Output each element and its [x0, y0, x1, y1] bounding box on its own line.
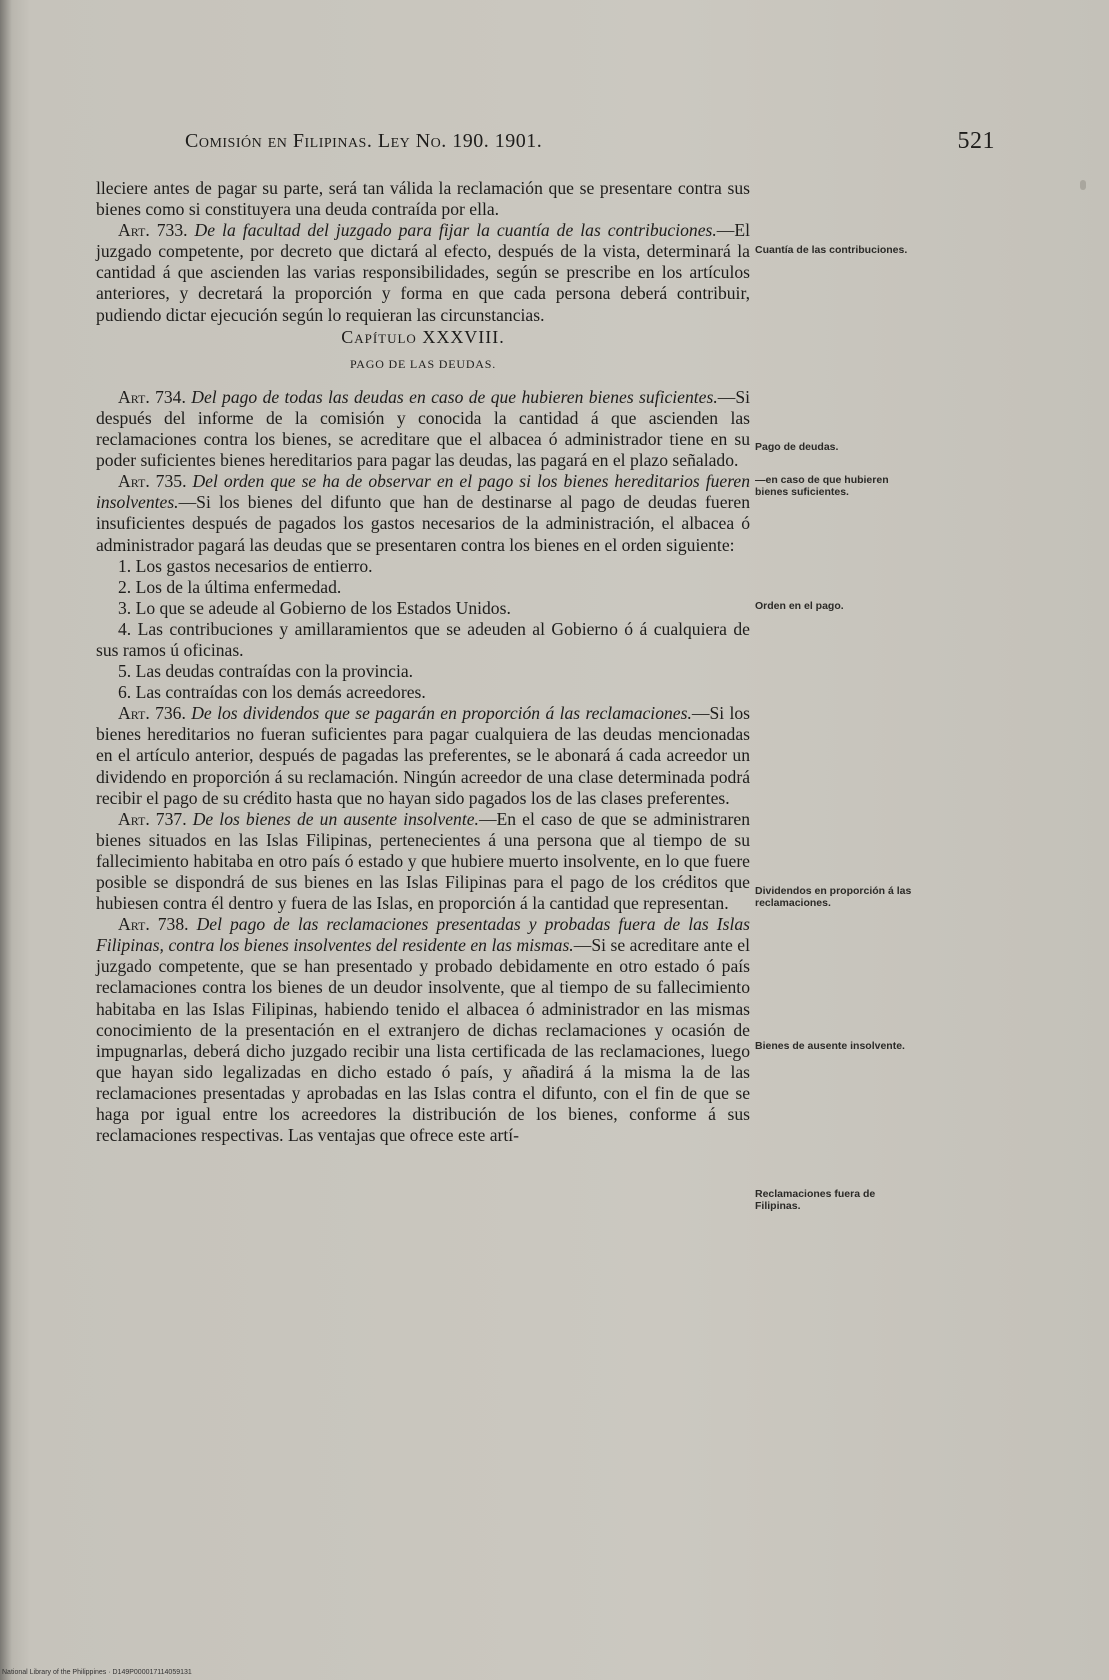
- paragraph-continuation: lleciere antes de pagar su parte, será tan válida la reclamación que se presentare contra sus bienes como si constituyera una deuda contraída por ella.: [96, 178, 750, 220]
- article-734: [96, 387, 750, 471]
- list-item: 5. Las deudas contraídas con la provincia.: [118, 661, 414, 682]
- article-title: Del pago de las reclamaciones presentadas y probadas fuera de las Islas Filipinas, contra los bienes insolventes del residente en las mismas.: [96, 914, 751, 956]
- article-number: Art. 733.: [118, 220, 188, 241]
- list-item: 2. Los de la última enfermedad.: [118, 576, 342, 597]
- list-item: 3. Lo que se adeude al Gobierno de los Estados Unidos.: [118, 597, 511, 618]
- article-text: —Si los bienes hereditarios no fueran suficientes para pagar cualquiera de las deudas mencionadas en el artículo anterior, después de pagadas las preferentes, se le abonará á cada acreedor un dividendo en proporción á su reclamación. Ningún acreedor de una clase determinada podrá recibir el pago de su crédito hasta que no hayan sido pagados los de las clases preferentes.: [96, 703, 750, 808]
- margin-note: Pago de deudas.: [755, 441, 839, 453]
- margin-note: Cuantía de las contribuciones.: [755, 244, 908, 256]
- article-number: Art. 735.: [118, 471, 187, 492]
- article-number: Art. 738.: [118, 914, 189, 935]
- margin-note: —en caso de que hubieren bienes suficientes.: [755, 474, 889, 498]
- article-number: Art. 736.: [118, 703, 186, 724]
- body-text: [96, 178, 750, 1146]
- article-738: [96, 914, 750, 1146]
- section-heading: PAGO DE LAS DEUDAS.: [349, 356, 497, 371]
- article-text: —Si se acreditare ante el juzgado competente, que se han presentado y probado debidamente en otro estado ó país reclamaciones contra los bienes de un deudor insolvente, que al tiempo de su fallecimiento habitaba en las Islas Filipinas, habiendo tenido el albacea ó administrador en las mismas conocimiento de la presentación en el extranjero de dichas reclamaciones y ocasión de impugnarlas, deberá dicho juzgado recibir una lista certificada de las reclamaciones, luego que hayan sido legalizadas en dicho estado ó país, y añadirá á la misma la de las reclamaciones presentadas y aprobadas en las Islas contra el difunto, con el fin de que se haga por igual entre los acreedores la distribución de los bienes, conforme á sus reclamaciones respectivas. Las ventajas que ofrece este artí-: [96, 935, 750, 1146]
- article-text: —Si después del informe de la comisión y conocida la cantidad á que ascienden las reclamaciones contra los bienes, se acreditare que el albacea ó administrador tiene en su poder suficientes bienes hereditarios para pagar las deudas, las pagará en el plazo señalado.: [96, 386, 750, 471]
- running-head: [175, 130, 995, 154]
- list-item: 1. Los gastos necesarios de entierro.: [118, 555, 373, 576]
- article-title: Del orden que se ha de observar en el pago si los bienes hereditarios fueren insolventes.: [96, 471, 751, 513]
- list-item: 6. Las contraídas con los demás acreedores.: [118, 682, 426, 703]
- scan-footer: National Library of the Philippines · D149P000017114059131: [2, 1669, 192, 1676]
- list-item: 4. Las contribuciones y amillaramientos que se adeuden al Gobierno ó á cualquiera de sus ramos ú oficinas.: [96, 618, 750, 660]
- page-number: 521: [957, 128, 995, 154]
- article-736: [96, 703, 750, 808]
- margin-note: Bienes de ausente insolvente.: [755, 1040, 905, 1052]
- article-number: Art. 737.: [118, 808, 187, 829]
- article-title: De los dividendos que se pagarán en proporción á las reclamaciones.: [191, 703, 692, 724]
- margin-note: Reclamaciones fuera de Filipinas.: [755, 1188, 876, 1212]
- margin-note: Dividendos en proporción á las reclamaciones.: [755, 885, 912, 909]
- article-text: —Si los bienes del difunto que han de destinarse al pago de deudas fueren insuficientes después de pagados los gastos necesarios de la administración, el albacea ó administrador pagará las deudas que se presentaren contra los bienes en el orden siguiente:: [96, 492, 750, 555]
- chapter-heading: Capítulo XXXVIII.: [341, 326, 505, 347]
- article-number: Art. 734.: [118, 386, 186, 407]
- article-title: Del pago de todas las deudas en caso de que hubieren bienes suficientes.: [191, 386, 718, 407]
- article-text: —El juzgado competente, por decreto que dictará al efecto, después de la vista, determinará la cantidad á que ascienden las varias responsibilidades, según se prescribe en los artículos anteriores, y decretará la proporción y forma en que cada persona deberá contribuir, pudiendo dictar ejecución según lo requieran las circunstancias.: [96, 220, 751, 325]
- article-737: [96, 809, 750, 914]
- margin-note: Orden en el pago.: [755, 600, 844, 612]
- running-head-title: Comisión en Filipinas. Ley No. 190. 1901.: [185, 130, 543, 152]
- paper-smudge: [1080, 180, 1086, 190]
- article-title: De la facultad del juzgado para fijar la cuantía de las contribuciones.: [194, 220, 717, 241]
- article-title: De los bienes de un ausente insolvente.: [192, 808, 479, 829]
- article-735: [96, 471, 750, 555]
- article-text: —En el caso de que se administraren bienes situados en las Islas Filipinas, pertenecientes á una persona que al tiempo de su fallecimiento habitaba en otro país ó estado y que hubiere muerto insolvente, en lo que fuere posible se dispondrá de sus bienes en las Islas Filipinas para el pago de los créditos que hubiesen contra él dentro y fuera de las Islas, en proporción á la cantidad que representan.: [96, 808, 750, 914]
- article-733: [96, 220, 750, 325]
